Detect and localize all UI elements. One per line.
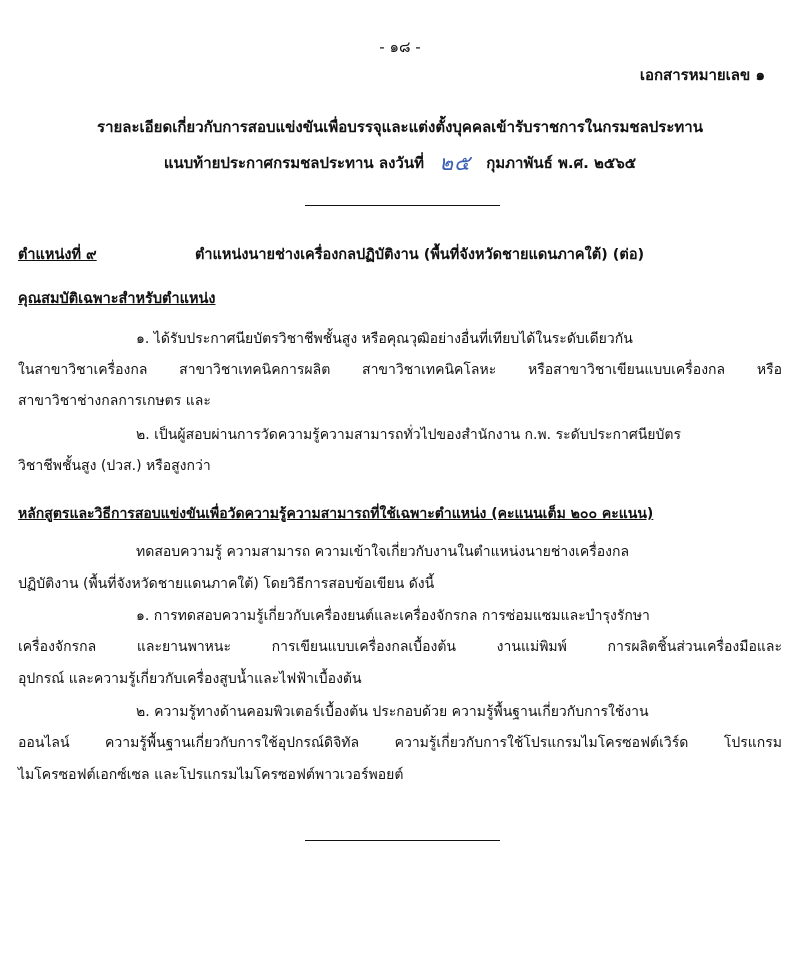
curriculum-item-2-line-3: ไมโครซอฟต์เอกซ์เซล และโปรแกรมไมโครซอฟต์พาวเวอร์พอยต์ (18, 767, 404, 783)
curriculum-intro-line-1: ทดสอบความรู้ ความสามารถ ความเข้าใจเกี่ยวกับงานในตำแหน่งนายช่างเครื่องกล (136, 544, 630, 560)
qualification-item-1-line-1: ๑. ได้รับประกาศนียบัตรวิชาชีพชั้นสูง หรือคุณวุฒิอย่างอื่นที่เทียบได้ในระดับเดียวกัน (136, 331, 633, 347)
curriculum-item-1-line-2: เครื่องจักรกล และยานพาหนะ การเขียนแบบเครื่องกลเบื้องต้น งานแม่พิมพ์ การผลิตชิ้นส่วนเครื่องมือและ (18, 639, 782, 655)
subtitle-prefix: แนบท้ายประกาศกรมชลประทาน ลงวันที่ (163, 154, 424, 172)
document-reference: เอกสารหมายเลข ๑ (639, 66, 765, 84)
divider-top (305, 205, 500, 206)
document-subtitle (0, 150, 800, 177)
qualification-item-1-line-2: ในสาขาวิชาเครื่องกล สาขาวิชาเทคนิคการผลิต สาขาวิชาเทคนิคโลหะ หรือสาขาวิชาเขียนแบบเครื่องกล หรือ (18, 362, 782, 378)
position-title: ตำแหน่งนายช่างเครื่องกลปฏิบัติงาน (พื้นที่จังหวัดชายแดนภาคใต้) (ต่อ) (195, 247, 645, 263)
qualification-item-1-line-3: สาขาวิชาช่างกลการเกษตร และ (18, 393, 211, 409)
curriculum-intro-line-2: ปฏิบัติงาน (พื้นที่จังหวัดชายแดนภาคใต้) โดยวิธีการสอบข้อเขียน ดังนี้ (18, 576, 435, 592)
page-number: - ๑๘ - (379, 38, 421, 56)
subtitle-suffix: กุมภาพันธ์ พ.ศ. ๒๕๖๕ (486, 154, 637, 172)
curriculum-item-2-line-1: ๒. ความรู้ทางด้านคอมพิวเตอร์เบื้องต้น ประกอบด้วย ความรู้พื้นฐานเกี่ยวกับการใช้งาน (136, 704, 649, 720)
document-title: รายละเอียดเกี่ยวกับการสอบแข่งขันเพื่อบรรจุและแต่งตั้งบุคคลเข้ารับราชการในกรมชลประทาน (97, 118, 703, 136)
curriculum-item-1-line-1: ๑. การทดสอบความรู้เกี่ยวกับเครื่องยนต์และเครื่องจักรกล การซ่อมแซมและบำรุงรักษา (136, 608, 650, 624)
curriculum-item-2-line-2: ออนไลน์ ความรู้พื้นฐานเกี่ยวกับการใช้อุปกรณ์ดิจิทัล ความรู้เกี่ยวกับการใช้โปรแกรมไมโครซอฟต์เวิร์ด โปรแกรม (18, 735, 782, 751)
divider-bottom (305, 840, 500, 841)
qualifications-heading: คุณสมบัติเฉพาะสำหรับตำแหน่ง (18, 291, 216, 307)
handwritten-day: ๒๕ (439, 151, 471, 175)
position-label: ตำแหน่งที่ ๙ (18, 247, 97, 263)
qualification-item-2-line-2: วิชาชีพชั้นสูง (ปวส.) หรือสูงกว่า (18, 458, 211, 474)
qualification-item-2-line-1: ๒. เป็นผู้สอบผ่านการวัดความรู้ความสามารถทั่วไปของสำนักงาน ก.พ. ระดับประกาศนียบัตร (136, 427, 682, 443)
curriculum-heading: หลักสูตรและวิธีการสอบแข่งขันเพื่อวัดความรู้ความสามารถที่ใช้เฉพาะตำแหน่ง (คะแนนเต็ม ๒๐๐ คะแนน) (18, 506, 654, 522)
curriculum-item-1-line-3: อุปกรณ์ และความรู้เกี่ยวกับเครื่องสูบน้ำและไฟฟ้าเบื้องต้น (18, 671, 362, 687)
